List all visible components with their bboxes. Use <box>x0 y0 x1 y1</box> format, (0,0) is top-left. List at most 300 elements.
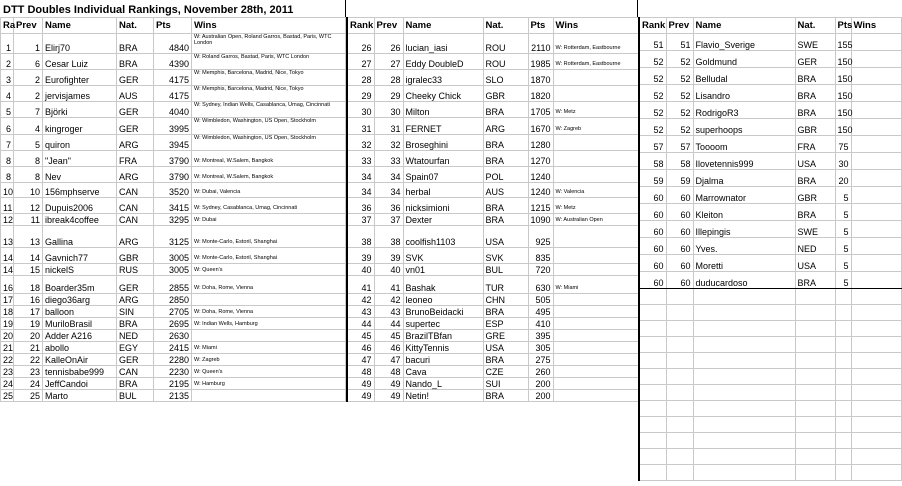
cell-prev: 49 <box>374 378 403 390</box>
cell-wins: W: Memphis, Barcelona, Madrid, Nice, Tokyo <box>192 86 346 102</box>
empty-cell <box>639 401 666 417</box>
cell-rank: 30 <box>347 102 374 118</box>
cell-pts: 410 <box>528 318 553 330</box>
cell-prev: 13 <box>14 226 43 248</box>
cell-wins: W: Monte-Carlo, Estoril, Shanghai <box>192 226 346 248</box>
cell-rank: 7 <box>1 135 14 151</box>
cell-name: Yves. <box>693 238 795 255</box>
cell-nat: AUS <box>483 183 528 198</box>
table-row <box>639 34 901 51</box>
cell-prev: 51 <box>666 34 693 51</box>
cell-pts: 395 <box>528 330 553 342</box>
table-row <box>1 378 346 390</box>
cell-nat: BRA <box>483 135 528 151</box>
table-row <box>347 118 639 135</box>
cell-name: ibreak4coffee <box>43 214 117 226</box>
cell-prev: 8 <box>14 151 43 167</box>
cell-name: lucian_iasi <box>403 34 483 54</box>
cell-nat: USA <box>795 153 835 170</box>
cell-name: herbal <box>403 183 483 198</box>
empty-cell <box>693 353 795 369</box>
cell-pts: 260 <box>528 366 553 378</box>
empty-cell <box>795 305 835 321</box>
cell-name: BrazilTBfan <box>403 330 483 342</box>
cell-pts: 1820 <box>528 86 553 102</box>
cell-name: diego36arg <box>43 294 117 306</box>
empty-row <box>639 465 901 481</box>
cell-name: KittyTennis <box>403 342 483 354</box>
cell-nat: BRA <box>483 390 528 402</box>
cell-pts: 1280 <box>528 135 553 151</box>
cell-rank: 38 <box>347 226 374 248</box>
cell-prev: 58 <box>666 153 693 170</box>
cell-pts: 150 <box>835 51 851 68</box>
cell-pts: 2110 <box>528 34 553 54</box>
empty-cell <box>639 385 666 401</box>
empty-cell <box>835 337 851 353</box>
empty-row <box>639 385 901 401</box>
column-header-nat: Nat. <box>795 18 835 34</box>
cell-name: KalleOnAir <box>43 354 117 366</box>
cell-pts: 2705 <box>154 306 192 318</box>
table-row <box>639 255 901 272</box>
cell-prev: 10 <box>14 183 43 198</box>
cell-rank: 58 <box>639 153 666 170</box>
cell-name: superhoops <box>693 119 795 136</box>
table-row <box>1 306 346 318</box>
cell-name: abollo <box>43 342 117 354</box>
cell-name: Gavnich77 <box>43 248 117 264</box>
cell-nat: ARG <box>117 226 154 248</box>
cell-name: Moretti <box>693 255 795 272</box>
empty-cell <box>639 305 666 321</box>
cell-name: JeffCandoi <box>43 378 117 390</box>
cell-rank: 8 <box>1 151 14 167</box>
cell-wins <box>553 378 639 390</box>
cell-name: tennisbabe999 <box>43 366 117 378</box>
cell-pts: 155 <box>835 34 851 51</box>
cell-name: Djalma <box>693 170 795 187</box>
cell-pts: 2630 <box>154 330 192 342</box>
cell-pts: 20 <box>835 170 851 187</box>
cell-wins <box>192 294 346 306</box>
cell-rank: 22 <box>1 354 14 366</box>
cell-pts: 4390 <box>154 54 192 70</box>
cell-name: jervisjames <box>43 86 117 102</box>
cell-pts: 4840 <box>154 34 192 54</box>
cell-pts: 1670 <box>528 118 553 135</box>
cell-name: Boarder35m <box>43 276 117 294</box>
table-row <box>1 330 346 342</box>
cell-nat: USA <box>483 226 528 248</box>
empty-cell <box>795 449 835 465</box>
table-row <box>639 221 901 238</box>
cell-name: kingroger <box>43 118 117 135</box>
empty-row <box>639 305 901 321</box>
cell-nat: FRA <box>795 136 835 153</box>
column-header-wins: Wins <box>851 18 901 34</box>
cell-name: Elirj70 <box>43 34 117 54</box>
empty-cell <box>795 417 835 433</box>
cell-pts: 200 <box>528 378 553 390</box>
table-row <box>639 136 901 153</box>
title-divider <box>637 0 638 17</box>
cell-rank: 52 <box>639 102 666 119</box>
table-row <box>1 183 346 198</box>
cell-wins: W: Wimbledon, Washington, US Open, Stockholm <box>192 135 346 151</box>
empty-row <box>639 337 901 353</box>
cell-rank: 48 <box>347 366 374 378</box>
cell-rank: 11 <box>1 198 14 214</box>
cell-wins <box>851 255 901 272</box>
table-row <box>1 318 346 330</box>
empty-row <box>639 401 901 417</box>
table-row <box>347 248 639 264</box>
cell-wins: W: Monte-Carlo, Estoril, Shanghai <box>192 248 346 264</box>
cell-wins <box>553 306 639 318</box>
cell-rank: 34 <box>347 183 374 198</box>
empty-cell <box>795 289 835 305</box>
cell-rank: 34 <box>347 167 374 183</box>
header-row <box>1 18 346 34</box>
table-row <box>347 86 639 102</box>
cell-pts: 3125 <box>154 226 192 248</box>
cell-pts: 4175 <box>154 70 192 86</box>
table-row <box>1 354 346 366</box>
cell-rank: 14 <box>1 264 14 276</box>
cell-name: Dexter <box>403 214 483 226</box>
cell-nat: ESP <box>483 318 528 330</box>
cell-pts: 720 <box>528 264 553 276</box>
column-header-wins: Wins <box>553 18 639 34</box>
cell-name: Kleiton <box>693 204 795 221</box>
cell-wins <box>553 167 639 183</box>
cell-name: Illepingis <box>693 221 795 238</box>
empty-cell <box>795 385 835 401</box>
cell-wins: W: Rotterdam, Eastbourne <box>553 54 639 70</box>
cell-wins <box>553 354 639 366</box>
cell-rank: 1 <box>1 34 14 54</box>
cell-pts: 505 <box>528 294 553 306</box>
cell-prev: 2 <box>14 86 43 102</box>
cell-prev: 43 <box>374 306 403 318</box>
empty-cell <box>795 321 835 337</box>
table-row <box>1 342 346 354</box>
cell-nat: BRA <box>483 354 528 366</box>
cell-pts: 3520 <box>154 183 192 198</box>
cell-prev: 25 <box>14 390 43 402</box>
empty-cell <box>795 433 835 449</box>
cell-nat: EGY <box>117 342 154 354</box>
cell-wins <box>851 238 901 255</box>
cell-prev: 60 <box>666 204 693 221</box>
cell-pts: 5 <box>835 204 851 221</box>
empty-cell <box>851 465 901 481</box>
cell-pts: 150 <box>835 119 851 136</box>
cell-rank: 39 <box>347 248 374 264</box>
empty-cell <box>666 305 693 321</box>
cell-wins <box>553 318 639 330</box>
cell-prev: 39 <box>374 248 403 264</box>
table-row <box>347 70 639 86</box>
cell-nat: BRA <box>117 378 154 390</box>
cell-nat: NED <box>117 330 154 342</box>
table-row <box>347 306 639 318</box>
cell-name: igralec33 <box>403 70 483 86</box>
empty-cell <box>693 369 795 385</box>
cell-pts: 5 <box>835 238 851 255</box>
cell-wins <box>851 102 901 119</box>
empty-cell <box>639 321 666 337</box>
cell-nat: ARG <box>117 167 154 183</box>
table-row <box>1 294 346 306</box>
cell-pts: 3790 <box>154 151 192 167</box>
cell-name: coolfish1103 <box>403 226 483 248</box>
cell-nat: GBR <box>795 119 835 136</box>
cell-nat: BRA <box>795 68 835 85</box>
cell-rank: 8 <box>1 167 14 183</box>
table-row <box>1 214 346 226</box>
table-row <box>1 390 346 402</box>
cell-name: 156mphserve <box>43 183 117 198</box>
empty-cell <box>666 449 693 465</box>
cell-nat: GER <box>117 354 154 366</box>
cell-wins: W: Zagreb <box>553 118 639 135</box>
cell-pts: 5 <box>835 187 851 204</box>
empty-cell <box>639 417 666 433</box>
cell-name: Toooom <box>693 136 795 153</box>
cell-nat: GRE <box>483 330 528 342</box>
cell-wins: W: Memphis, Barcelona, Madrid, Nice, Tokyo <box>192 70 346 86</box>
empty-cell <box>693 417 795 433</box>
cell-pts: 1705 <box>528 102 553 118</box>
cell-pts: 4175 <box>154 86 192 102</box>
cell-wins: W: Queen's <box>192 264 346 276</box>
column-header-name: Name <box>43 18 117 34</box>
cell-nat: CAN <box>117 183 154 198</box>
table-row <box>639 272 901 289</box>
cell-pts: 2855 <box>154 276 192 294</box>
empty-cell <box>851 321 901 337</box>
cell-rank: 60 <box>639 255 666 272</box>
cell-prev: 38 <box>374 226 403 248</box>
cell-pts: 2695 <box>154 318 192 330</box>
cell-prev: 1 <box>14 34 43 54</box>
cell-pts: 200 <box>528 390 553 402</box>
cell-rank: 13 <box>1 226 14 248</box>
empty-cell <box>851 433 901 449</box>
cell-name: bacuri <box>403 354 483 366</box>
cell-prev: 2 <box>14 70 43 86</box>
empty-cell <box>666 369 693 385</box>
cell-pts: 5 <box>835 221 851 238</box>
empty-cell <box>851 401 901 417</box>
table-row <box>347 318 639 330</box>
cell-wins: W: Valencia <box>553 183 639 198</box>
empty-row <box>639 369 901 385</box>
cell-wins: W: Miami <box>192 342 346 354</box>
empty-cell <box>693 337 795 353</box>
cell-rank: 37 <box>347 214 374 226</box>
header-row <box>347 18 639 34</box>
empty-cell <box>639 369 666 385</box>
table-row <box>347 294 639 306</box>
column-header-rank: Ra <box>1 18 14 34</box>
cell-wins: W: Dubai, Valencia <box>192 183 346 198</box>
cell-rank: 18 <box>1 306 14 318</box>
cell-wins <box>851 119 901 136</box>
cell-nat: ROU <box>483 34 528 54</box>
cell-wins <box>192 390 346 402</box>
cell-wins <box>553 330 639 342</box>
cell-prev: 12 <box>14 198 43 214</box>
table-row <box>1 226 346 248</box>
cell-wins: W: Montreal, W.Salem, Bangkok <box>192 167 346 183</box>
rankings-table-1 <box>0 17 346 402</box>
cell-nat: SWE <box>795 34 835 51</box>
cell-name: Nev <box>43 167 117 183</box>
cell-wins: W: Sydney, Casablanca, Umag, Cincinnati <box>192 198 346 214</box>
table-row <box>347 390 639 402</box>
empty-cell <box>693 305 795 321</box>
cell-wins <box>553 226 639 248</box>
table-row <box>1 366 346 378</box>
column-header-nat: Nat. <box>117 18 154 34</box>
cell-prev: 14 <box>14 248 43 264</box>
empty-cell <box>851 337 901 353</box>
cell-nat: AUS <box>117 86 154 102</box>
cell-prev: 40 <box>374 264 403 276</box>
cell-rank: 41 <box>347 276 374 294</box>
table-row <box>1 118 346 135</box>
table-row <box>347 183 639 198</box>
column-header-pts: Pts <box>835 18 851 34</box>
cell-nat: CZE <box>483 366 528 378</box>
cell-wins <box>553 366 639 378</box>
empty-cell <box>851 369 901 385</box>
cell-rank: 46 <box>347 342 374 354</box>
cell-pts: 3005 <box>154 264 192 276</box>
cell-pts: 3295 <box>154 214 192 226</box>
cell-wins <box>553 294 639 306</box>
cell-nat: GER <box>117 70 154 86</box>
cell-name: Cheeky Chick <box>403 86 483 102</box>
empty-cell <box>835 289 851 305</box>
cell-pts: 2850 <box>154 294 192 306</box>
column-header-name: Name <box>403 18 483 34</box>
cell-wins <box>553 70 639 86</box>
cell-nat: GBR <box>483 86 528 102</box>
cell-prev: 26 <box>374 34 403 54</box>
cell-rank: 33 <box>347 151 374 167</box>
cell-prev: 8 <box>14 167 43 183</box>
cell-prev: 60 <box>666 272 693 289</box>
empty-cell <box>639 353 666 369</box>
cell-prev: 57 <box>666 136 693 153</box>
cell-wins <box>851 272 901 289</box>
table-row <box>639 119 901 136</box>
cell-rank: 59 <box>639 170 666 187</box>
cell-nat: NED <box>795 238 835 255</box>
cell-nat: FRA <box>117 151 154 167</box>
cell-prev: 37 <box>374 214 403 226</box>
cell-name: leoneo <box>403 294 483 306</box>
empty-row <box>639 433 901 449</box>
cell-nat: RUS <box>117 264 154 276</box>
cell-name: duducardoso <box>693 272 795 289</box>
cell-nat: BRA <box>483 151 528 167</box>
cell-wins: W: Doha, Rome, Vienna <box>192 306 346 318</box>
cell-wins <box>851 68 901 85</box>
empty-row <box>639 289 901 305</box>
cell-name: Marto <box>43 390 117 402</box>
empty-cell <box>666 337 693 353</box>
cell-pts: 1240 <box>528 167 553 183</box>
empty-cell <box>835 305 851 321</box>
cell-name: Nando_L <box>403 378 483 390</box>
empty-row <box>639 417 901 433</box>
cell-prev: 52 <box>666 119 693 136</box>
cell-pts: 2280 <box>154 354 192 366</box>
cell-rank: 14 <box>1 248 14 264</box>
cell-wins: W: Sydney, Indian Wells, Casablanca, Umag, Cincinnati <box>192 102 346 118</box>
cell-prev: 15 <box>14 264 43 276</box>
empty-cell <box>693 385 795 401</box>
cell-name: Adder A216 <box>43 330 117 342</box>
cell-nat: GER <box>117 102 154 118</box>
cell-name: Belludal <box>693 68 795 85</box>
cell-pts: 5 <box>835 272 851 289</box>
cell-wins: W: Roland Garros, Bastad, Paris, WTC London <box>192 54 346 70</box>
table-row <box>639 68 901 85</box>
empty-cell <box>693 289 795 305</box>
cell-nat: ROU <box>483 54 528 70</box>
cell-wins <box>553 342 639 354</box>
cell-prev: 36 <box>374 198 403 214</box>
header-row <box>639 18 901 34</box>
cell-rank: 29 <box>347 86 374 102</box>
cell-wins <box>851 85 901 102</box>
cell-rank: 52 <box>639 85 666 102</box>
cell-pts: 630 <box>528 276 553 294</box>
cell-rank: 2 <box>1 54 14 70</box>
rankings-table-2 <box>346 17 640 402</box>
cell-wins <box>851 170 901 187</box>
table-row <box>1 70 346 86</box>
cell-prev: 19 <box>14 318 43 330</box>
cell-rank: 27 <box>347 54 374 70</box>
cell-wins: W: Indian Wells, Hamburg <box>192 318 346 330</box>
cell-wins: W: Australian Open <box>553 214 639 226</box>
cell-prev: 44 <box>374 318 403 330</box>
cell-prev: 60 <box>666 255 693 272</box>
cell-name: Cava <box>403 366 483 378</box>
column-header-wins: Wins <box>192 18 346 34</box>
empty-cell <box>795 369 835 385</box>
table-row <box>1 198 346 214</box>
cell-name: Ilovetennis999 <box>693 153 795 170</box>
cell-name: nicksimioni <box>403 198 483 214</box>
cell-pts: 150 <box>835 68 851 85</box>
cell-rank: 10 <box>1 183 14 198</box>
cell-pts: 3005 <box>154 248 192 264</box>
cell-rank: 42 <box>347 294 374 306</box>
cell-wins <box>851 153 901 170</box>
cell-prev: 45 <box>374 330 403 342</box>
cell-prev: 60 <box>666 187 693 204</box>
cell-nat: BRA <box>795 272 835 289</box>
cell-pts: 1090 <box>528 214 553 226</box>
